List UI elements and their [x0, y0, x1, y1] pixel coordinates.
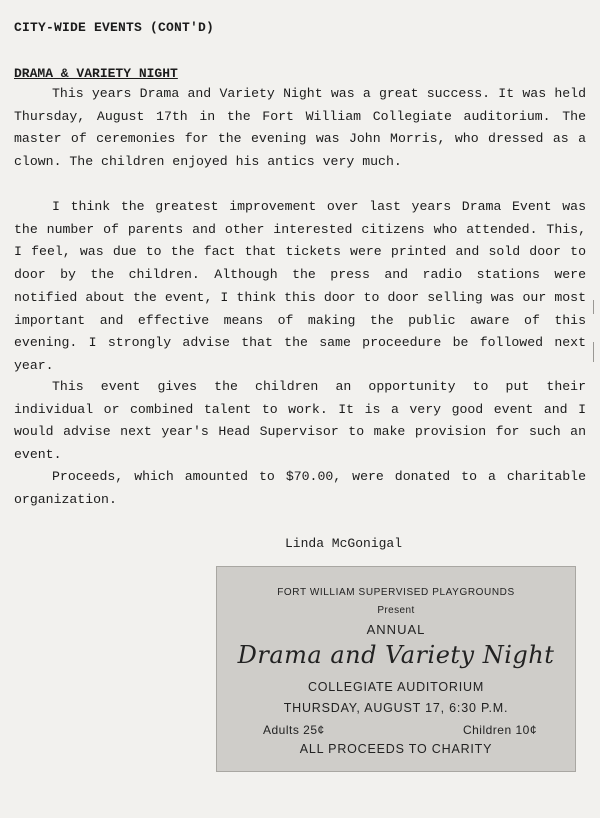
ticket-present: Present: [377, 605, 415, 616]
ticket-venue: COLLEGIATE AUDITORIUM: [307, 680, 485, 694]
margin-mark: [593, 300, 594, 314]
ticket-children-price: Children 10¢: [462, 723, 537, 737]
paragraph-4: Proceeds, which amounted to $70.00, were donated to a charitable organization.: [14, 469, 586, 507]
section-title: DRAMA & VARIETY NIGHT: [14, 66, 178, 81]
page-header: CITY-WIDE EVENTS (CONT'D): [14, 20, 215, 35]
ticket-organization: FORT WILLIAM SUPERVISED PLAYGROUNDS: [277, 587, 515, 598]
paragraph-3: This event gives the children an opportunity to put their individual or combined talent to work. It is a very good event and I would advise next year's Head Supervisor to make provision for such an event.: [14, 379, 586, 463]
ticket-date-time: THURSDAY, AUGUST 17, 6:30 P.M.: [283, 701, 509, 715]
paragraph-2: I think the greatest improvement over last years Drama Event was the number of parents and other interested citizens who attended. This, I feel, was due to the fact that tickets were printed and sold door to door by the children. Although the press and radio stations were notified about the event, I think this door to door selling was our most important and effective means of making the public aware of this evening. I strongly advise that the same proceedure be followed next year.: [14, 199, 586, 373]
ticket-annual: ANNUAL: [366, 622, 426, 637]
event-ticket: [216, 566, 576, 772]
ticket-proceeds-note: ALL PROCEEDS TO CHARITY: [299, 742, 493, 756]
signature: Linda McGonigal: [285, 536, 403, 551]
ticket-event-name: Drama and Variety Night: [237, 641, 555, 669]
ticket-adults-price: Adults 25¢: [263, 723, 325, 737]
paragraph-1: This years Drama and Variety Night was a great success. It was held Thursday, August 17th in the Fort William Collegiate auditorium. The master of ceremonies for the evening was John Morris, who dressed as a clown. The children enjoyed his antics very much.: [14, 86, 586, 170]
margin-mark: [593, 342, 594, 362]
